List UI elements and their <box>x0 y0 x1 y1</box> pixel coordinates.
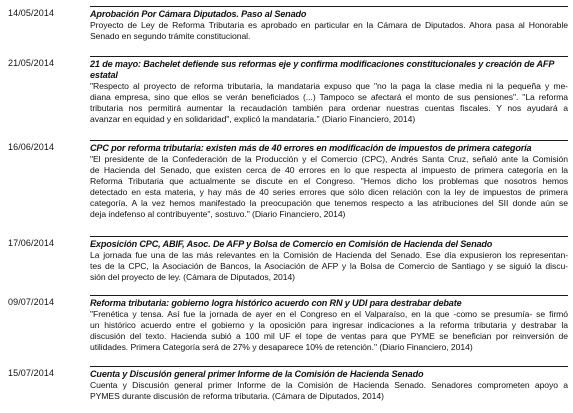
entry-date: 15/07/2014 <box>8 368 55 378</box>
entry-body <box>90 380 568 402</box>
entry-content <box>90 56 568 125</box>
entry-line: utilidades. Primera Categoría será de 27% y desaparece 10% de retención." (Diario Financiero, 2014) <box>90 341 473 352</box>
entry-title: CPC por reforma tributaria: existen más de 40 errores en modificación de impuestos de primera categoría <box>90 143 532 153</box>
entry-date: 21/05/2014 <box>8 58 55 68</box>
entry-line: avanzar en equidad y en solidaridad", explicó la mandataria." (Diario Financiero, 2014) <box>90 113 416 124</box>
entry-date: 14/05/2014 <box>8 8 55 18</box>
entry-body <box>90 20 568 42</box>
entry-content <box>90 295 568 353</box>
entry-line: discusión del texto. Hacienda subió a 100 mil UF el tope de ventas para que PYME se benefician por reinversión de <box>90 330 568 341</box>
entry-line: Reforma Tributaria que actualmente se discute en el Congreso. "Hemos dicho los problemas que nosotros hemos <box>90 175 568 186</box>
entry-title: Exposición CPC, ABIF, Asoc. De AFP y Bolsa de Comercio en Comisión de Hacienda del Senado <box>90 239 493 249</box>
entry-date: 17/06/2014 <box>8 238 55 248</box>
entry-line: Proyecto de Ley de Reforma Tributaria es aprobado en particular en la Cámara de Diputados. Ahora pasa al Honorable <box>90 20 568 30</box>
entry-title: Cuenta y Discusión general primer Informe de la Comisión de Hacienda Senado <box>90 369 424 379</box>
entry-content <box>90 140 568 219</box>
entry-line: detectado en esta materia, y hay más de 40 series errores que sólo dicen relación con la ley de impuestos de primera <box>90 186 568 197</box>
entry-line: un histórico acuerdo entre el gobierno y la oposición para ingresar indicaciones a la reforma tributaria y destrabar la <box>90 319 568 330</box>
entry-title-line: 21 de mayo: Bachelet defiende sus reformas eje y confirma modificaciones constitucionales y creación de AFP <box>90 59 555 69</box>
entry-date: 16/06/2014 <box>8 142 55 152</box>
entry-line: deja indefenso al contribuyente", sostuvo." (Diario Financiero, 2014) <box>90 208 346 219</box>
entry-line: categoría. A la vez hemos manifestado la preocupación que tenemos respecto a las atribuciones del SII donde aún se <box>90 197 568 208</box>
entry-line: tes de la CPC, la Asociación de Bancos, la Asociación de AFP y la Bolsa de Comercio de Santiago y se siguió la discu- <box>90 260 568 271</box>
entry-date: 09/07/2014 <box>8 297 55 307</box>
entry-body <box>90 154 568 219</box>
entry-line: "Respecto al proyecto de reforma tributaria, la mandataria expuso que "no la paga la clase media ni la pequeña y me- <box>90 81 568 91</box>
entry-line: La jornada fue una de las más relevantes en la Comisión de Hacienda del Senado. Ese día expusieron los representan- <box>90 250 568 260</box>
entry-body <box>90 81 568 125</box>
entry-line: Cuenta y Discusión general primer Informe de la Comisión de Hacienda Senado. Senadores comprometen apoyo a <box>90 380 568 390</box>
entry-title: Aprobación Por Cámara Diputados. Paso al Senado <box>90 9 307 19</box>
entry-line: "Frenética y tensa. Así fue la jornada de ayer en el Congreso en el Valparaíso, en la que -como se presumía- se firmó <box>90 309 568 319</box>
entry-body <box>90 250 568 283</box>
entry-title-line: estatal <box>90 70 118 80</box>
entry-body <box>90 309 568 353</box>
entry-line: Senado en segundo trámite constitucional. <box>90 30 251 41</box>
entry-line: diana empresa, sino que ellos se verán beneficiados (...) Tampoco se afectará el monto de sus pensiones". "La reforma <box>90 91 568 102</box>
entry-line: PYMES durante discusión de reforma tributaria. (Cámara de Diputados, 2014) <box>90 390 384 401</box>
entry-title <box>90 59 568 81</box>
entry-line: tributaria nos permitirá aumentar la recaudación también para ordenar nuestras cuentas fiscales. Y nos ayudará a <box>90 102 568 113</box>
entry-line: de Hacienda del Senado, que existen cerca de 40 errores en lo que respecta al impuesto de primera categoría en la <box>90 164 568 175</box>
entry-line: sión del proyecto de ley. (Cámara de Diputados, 2014) <box>90 271 295 282</box>
entry-title: Reforma tributaria: gobierno logra histórico acuerdo con RN y UDI para destrabar debate <box>90 298 462 308</box>
entry-line: "El presidente de la Confederación de la Producción y el Comercio (CPC), Andrés Santa Cruz, señaló ante la Comisión <box>90 154 568 164</box>
entry-content <box>90 236 568 283</box>
entry-content <box>90 366 568 402</box>
entry-content <box>90 6 568 42</box>
